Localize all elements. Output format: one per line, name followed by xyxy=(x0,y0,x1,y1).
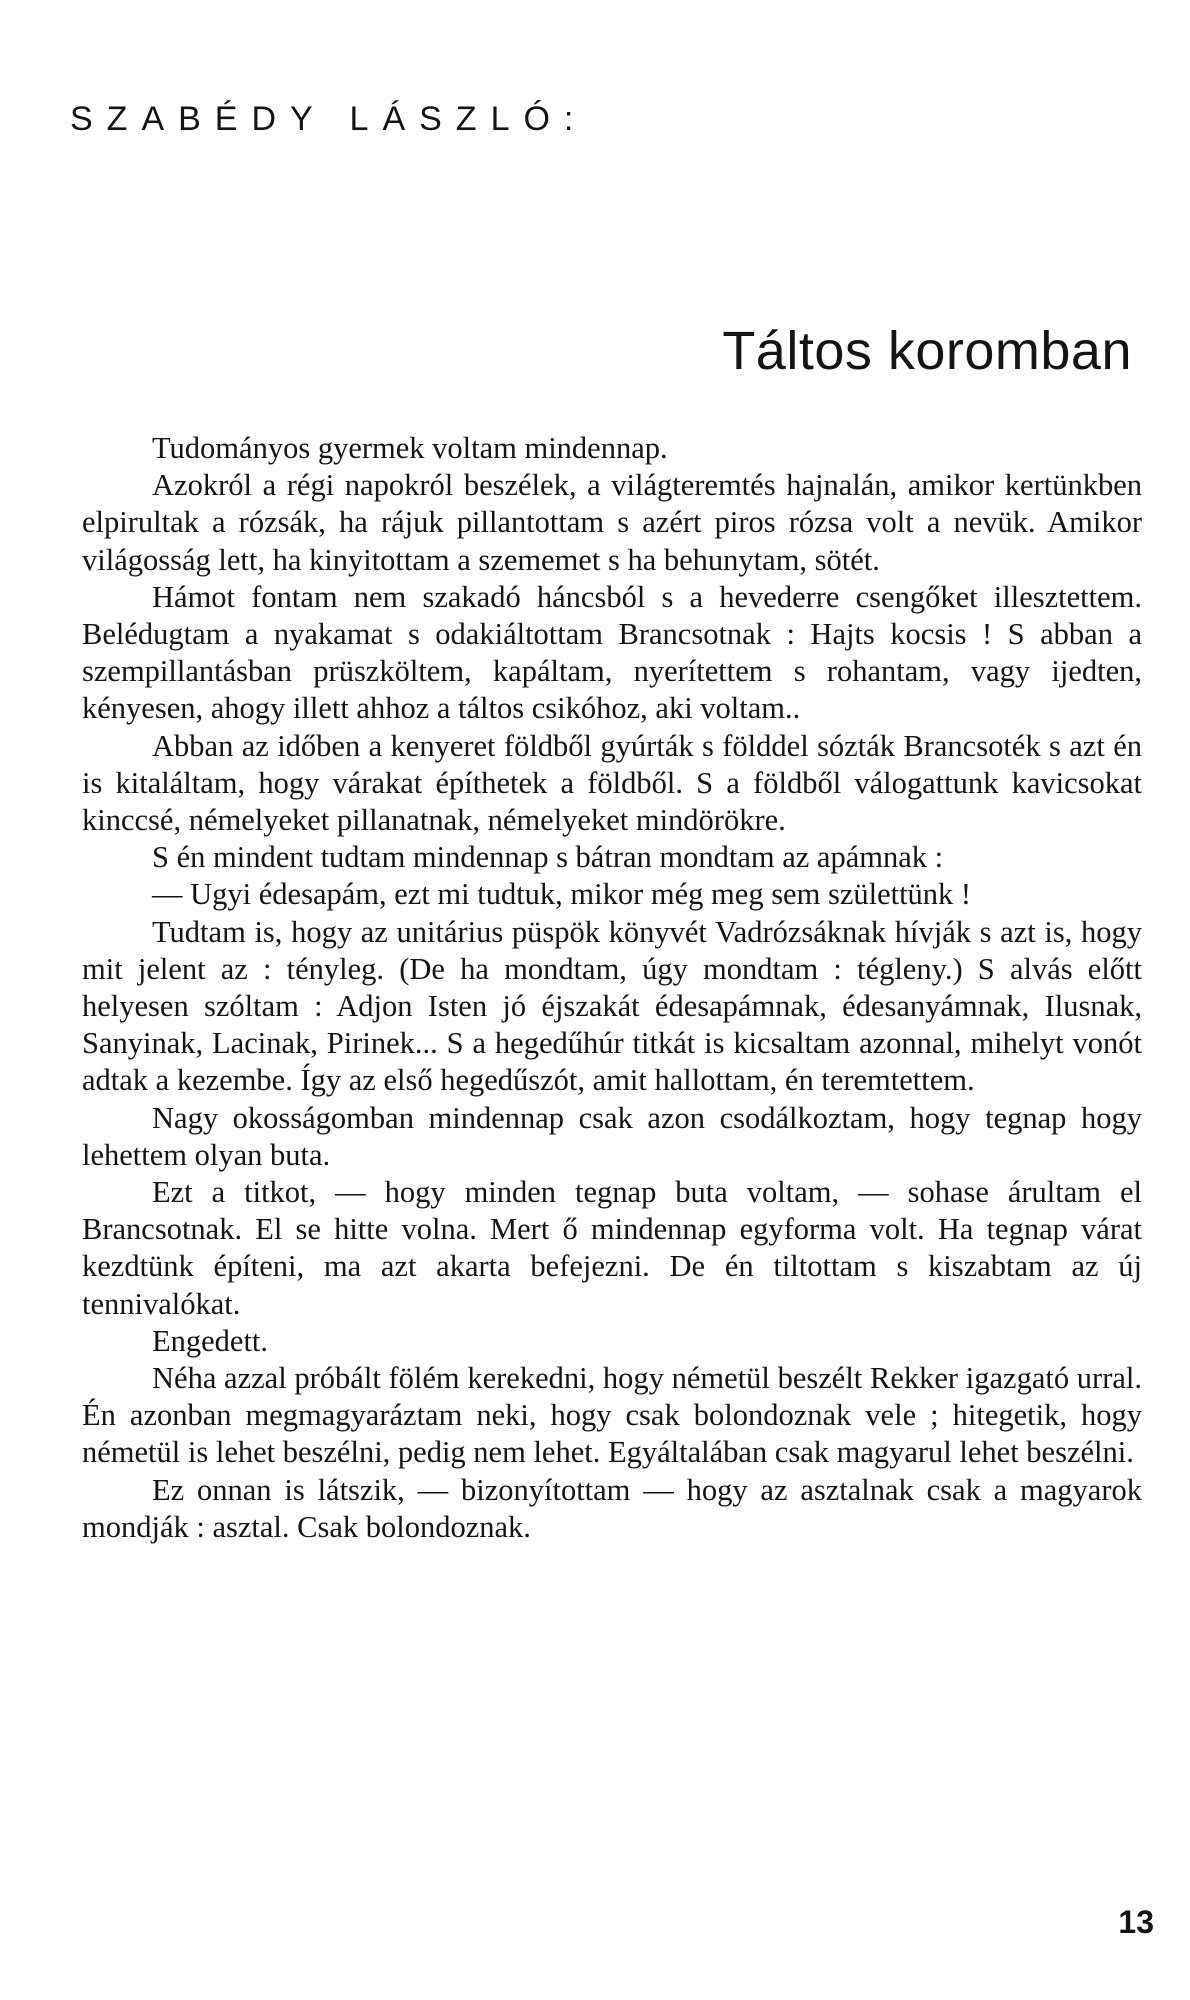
author-heading: SZABÉDY LÁSZLÓ: xyxy=(70,100,588,138)
paragraph: S én mindent tudtam mindennap s bátran mondtam az apámnak : xyxy=(152,840,944,875)
page-number: 13 xyxy=(1118,1904,1154,1940)
chapter-title: Táltos koromban xyxy=(722,321,1132,381)
paragraph: Nagy okosságomban mindennap csak azon csodálkoztam, hogy tegnap hogy lehettem olyan buta. xyxy=(82,1100,1142,1172)
paragraph: Néha azzal próbált fölém kerekedni, hogy németül beszélt Rekker igazgató urral. Én azonban megmagyaráztam neki, hogy csak bolondoznak vele ; hitegetik, hogy németül is lehet beszélni, pedig nem lehet. Egyáltalában csak magyarul lehet beszélni. xyxy=(82,1361,1142,1470)
paragraph: Tudtam is, hogy az unitárius püspök könyvét Vadrózsáknak hívják s azt is, hogy mit jelent az : tényleg. (De ha mondtam, úgy mondtam : tégleny.) S alvás előtt helyesen szóltam : Adjon Isten jó éjszakát édesapámnak, édesanyámnak, Ilusnak, Sanyinak, Lacinak, Pirinek... S a hegedűhúr titkát is kicsaltam azonnal, mihelyt vonót adtak a kezembe. Így az első hegedűszót, amit hallottam, én teremtettem. xyxy=(82,914,1142,1098)
paragraph: Hámot fontam nem szakadó háncsból s a hevederre csengőket illesztettem. Belédugtam a nyakamat s odakiáltottam Brancsotnak : Hajts kocsis ! S abban a szempillantásban prüszköltem, kapáltam, nyerítettem s rohantam, vagy ijedten, kényesen, ahogy illett ahhoz a táltos csikóhoz, aki voltam.. xyxy=(82,579,1142,726)
paragraph: Ezt a titkot, — hogy minden tegnap buta voltam, — sohase árultam el Brancsotnak. El se hitte volna. Mert ő mindennap egyforma volt. Ha tegnap várat kezdtünk építeni, ma azt akarta befejezni. De én tiltottam s kiszabtam az új tennivalókat. xyxy=(82,1175,1142,1321)
paragraph: — Ugyi édesapám, ezt mi tudtuk, mikor még meg sem születtünk ! xyxy=(152,877,972,912)
paragraph: Ez onnan is látszik, — bizonyítottam — hogy az asztalnak csak a magyarok mondják : asztal. Csak bolondoznak. xyxy=(82,1472,1142,1544)
paragraph: Abban az időben a kenyeret földből gyúrták s földdel sózták Brancsoték s azt én is kitaláltam, hogy várakat építhetek a földből. S a földből válogattunk kavicsokat kinccsé, némelyeket pillanatnak, némelyeket mindörökre. xyxy=(82,728,1142,838)
body-text xyxy=(82,430,1142,1546)
paragraph: Tudományos gyermek voltam mindennap. xyxy=(152,431,668,465)
paragraph: Engedett. xyxy=(152,1323,269,1358)
paragraph: Azokról a régi napokról beszélek, a világteremtés hajnalán, amikor kertünkben elpirultak a rózsák, ha rájuk pillantottam s azért piros rózsa volt a nevük. Amikor világosság lett, ha kinyitottam a szememet s ha behunytam, sötét. xyxy=(82,468,1142,577)
